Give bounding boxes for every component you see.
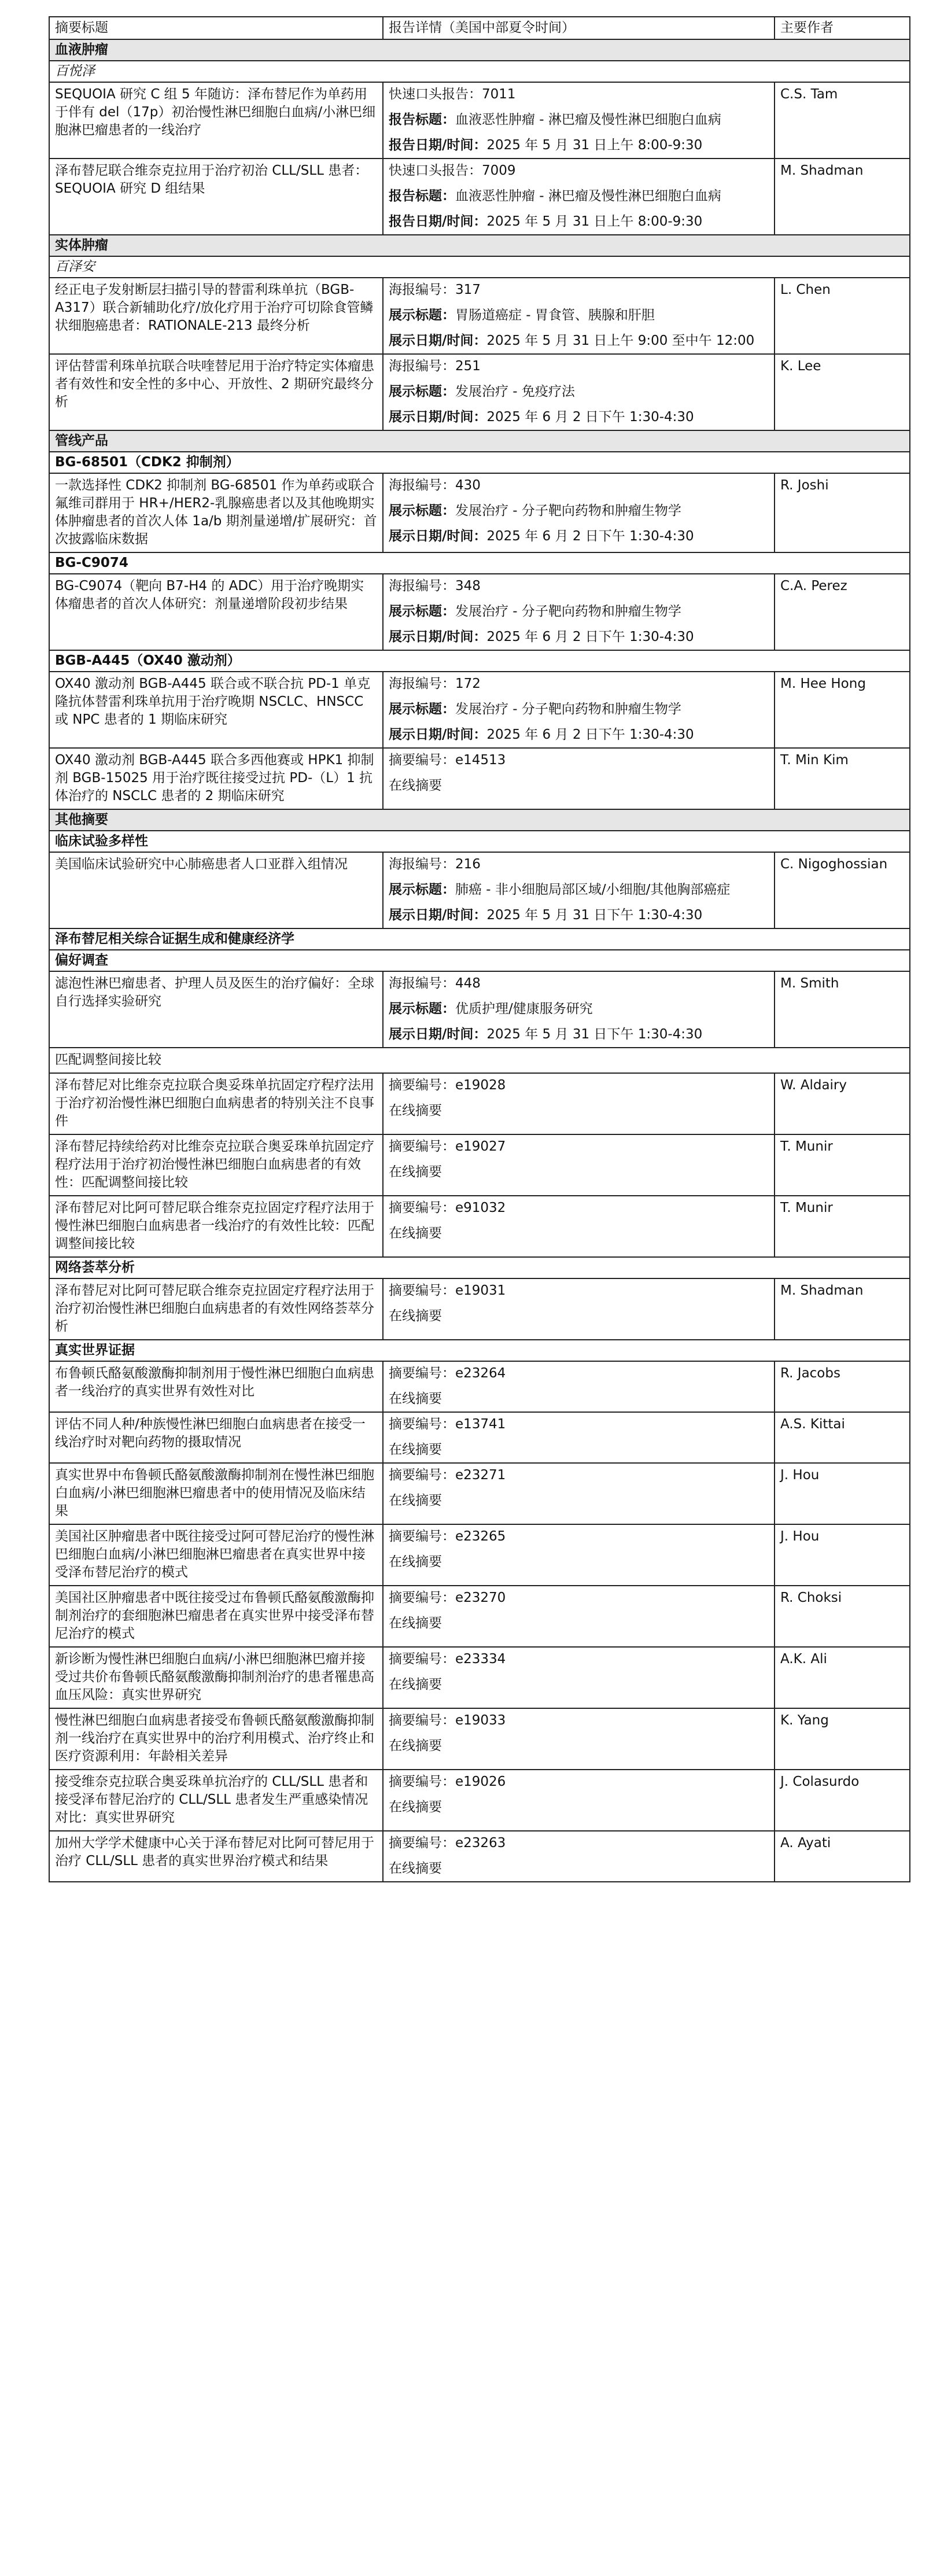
abstract-title: 一款选择性 CDK2 抑制剂 BG-68501 作为单药或联合氟维司群用于 HR+/HER2-乳腺癌患者以及其他晚期实体肿瘤患者的首次人体 1a/b 期剂量递增/扩展研究：首次披露临床数据 bbox=[49, 473, 383, 552]
detail-line bbox=[389, 1000, 769, 1018]
abstract-title: 美国社区肿瘤患者中既往接受过阿可替尼治疗的慢性淋巴细胞白血病/小淋巴细胞淋巴瘤患者在真实世界中接受泽布替尼治疗的模式 bbox=[49, 1524, 383, 1586]
detail-value: 发展治疗 - 分子靶向药物和肿瘤生物学 bbox=[455, 604, 681, 619]
detail-value: 胃肠道癌症 - 胃食管、胰腺和肝胆 bbox=[455, 308, 655, 323]
subsection-heading: 百悦泽 bbox=[49, 61, 910, 82]
section-header-row bbox=[49, 809, 910, 831]
lead-author: L. Chen bbox=[775, 278, 910, 354]
subsection-header-row bbox=[49, 552, 910, 574]
detail-value: 血液恶性肿瘤 - 淋巴瘤及慢性淋巴细胞白血病 bbox=[455, 112, 721, 127]
abstract-title: 美国社区肿瘤患者中既往接受过布鲁顿氏酪氨酸激酶抑制剂治疗的套细胞淋巴瘤患者在真实世界中接受泽布替尼治疗的模式 bbox=[49, 1586, 383, 1647]
subsection-header-row bbox=[49, 928, 910, 950]
detail-line bbox=[389, 1225, 769, 1243]
detail-line bbox=[389, 502, 769, 520]
detail-line bbox=[389, 1466, 769, 1484]
report-details bbox=[383, 354, 775, 430]
detail-line bbox=[389, 777, 769, 795]
report-details bbox=[383, 1708, 775, 1770]
detail-label: 报告标题： bbox=[389, 189, 455, 204]
detail-line bbox=[389, 528, 769, 546]
detail-line bbox=[389, 1307, 769, 1325]
lead-author: T. Munir bbox=[775, 1196, 910, 1257]
table-row bbox=[49, 971, 910, 1048]
section-heading: 血液肿瘤 bbox=[49, 39, 910, 61]
detail-value: 海报编号：251 bbox=[389, 359, 481, 374]
detail-value: 2025 年 5 月 31 日下午 1:30-4:30 bbox=[486, 908, 703, 923]
lead-author: C.A. Perez bbox=[775, 574, 910, 650]
abstract-title: 泽布替尼对比阿可替尼联合维奈克拉固定疗程疗法用于治疗初治慢性淋巴细胞白血病患者的有效性网络荟萃分析 bbox=[49, 1278, 383, 1340]
table-row bbox=[49, 672, 910, 748]
detail-value: 在线摘要 bbox=[389, 1677, 442, 1692]
table-row bbox=[49, 1831, 910, 1882]
detail-value: 肺癌 - 非小细胞局部区域/小细胞/其他胸部癌症 bbox=[455, 882, 731, 897]
detail-line bbox=[389, 383, 769, 401]
section-heading: 其他摘要 bbox=[49, 809, 910, 831]
detail-line bbox=[389, 603, 769, 621]
detail-line bbox=[389, 1860, 769, 1878]
detail-label: 展示标题： bbox=[389, 1001, 455, 1016]
subsection-heading: BG-68501（CDK2 抑制剂） bbox=[49, 452, 910, 473]
abstract-title: 慢性淋巴细胞白血病患者接受布鲁顿氏酪氨酸激酶抑制剂一线治疗在真实世界中的治疗利用模式、治疗终止和医疗资源利用：年龄相关差异 bbox=[49, 1708, 383, 1770]
subsection-heading: 真实世界证据 bbox=[49, 1340, 910, 1361]
detail-value: 摘要编号：e23271 bbox=[389, 1468, 506, 1483]
detail-line bbox=[389, 1441, 769, 1459]
detail-line bbox=[389, 137, 769, 154]
report-details bbox=[383, 1278, 775, 1340]
lead-author: A.K. Ali bbox=[775, 1647, 910, 1708]
abstract-title: 接受维奈克拉联合奥妥珠单抗治疗的 CLL/SLL 患者和接受泽布替尼治疗的 CLL/SLL 患者发生严重感染情况对比：真实世界研究 bbox=[49, 1770, 383, 1831]
table-row bbox=[49, 1708, 910, 1770]
report-details bbox=[383, 672, 775, 748]
abstract-title: 布鲁顿氏酪氨酸激酶抑制剂用于慢性淋巴细胞白血病患者一线治疗的真实世界有效性对比 bbox=[49, 1361, 383, 1412]
detail-line bbox=[389, 1650, 769, 1668]
report-details bbox=[383, 1770, 775, 1831]
table-row bbox=[49, 1361, 910, 1412]
detail-value: 在线摘要 bbox=[389, 1616, 442, 1631]
detail-value: 摘要编号：e19028 bbox=[389, 1078, 506, 1093]
subsection-header-row bbox=[49, 452, 910, 473]
subsection-heading: 泽布替尼相关综合证据生成和健康经济学 bbox=[49, 928, 910, 950]
abstract-title: 评估不同人种/种族慢性淋巴细胞白血病患者在接受一线治疗时对靶向药物的摄取情况 bbox=[49, 1412, 383, 1463]
detail-label: 展示标题： bbox=[389, 503, 455, 518]
detail-value: 2025 年 5 月 31 日下午 1:30-4:30 bbox=[486, 1027, 703, 1042]
detail-line bbox=[389, 358, 769, 375]
report-details bbox=[383, 159, 775, 235]
report-details bbox=[383, 1073, 775, 1134]
detail-value: 摘要编号：e91032 bbox=[389, 1200, 506, 1215]
abstract-title: OX40 激动剂 BGB-A445 联合或不联合抗 PD-1 单克隆抗体替雷利珠单抗用于治疗晚期 NSCLC、HNSCC 或 NPC 患者的 1 期临床研究 bbox=[49, 672, 383, 748]
table-row bbox=[49, 1770, 910, 1831]
detail-line bbox=[389, 1390, 769, 1408]
detail-line bbox=[389, 906, 769, 924]
detail-value: 快速口头报告：7011 bbox=[389, 87, 516, 102]
detail-value: 在线摘要 bbox=[389, 1554, 442, 1569]
detail-line bbox=[389, 1077, 769, 1094]
report-details bbox=[383, 82, 775, 159]
detail-value: 发展治疗 - 分子靶向药物和肿瘤生物学 bbox=[455, 702, 681, 717]
abstract-title: 真实世界中布鲁顿氏酪氨酸激酶抑制剂在慢性淋巴细胞白血病/小淋巴细胞淋巴瘤患者中的使用情况及临床结果 bbox=[49, 1463, 383, 1524]
lead-author: K. Lee bbox=[775, 354, 910, 430]
detail-value: 摘要编号：e19033 bbox=[389, 1713, 506, 1728]
detail-label: 报告日期/时间： bbox=[389, 138, 487, 153]
detail-line bbox=[389, 1416, 769, 1433]
detail-line bbox=[389, 1737, 769, 1755]
detail-line bbox=[389, 477, 769, 495]
detail-value: 海报编号：448 bbox=[389, 976, 481, 991]
detail-line bbox=[389, 675, 769, 693]
header-author: 主要作者 bbox=[775, 17, 910, 39]
detail-label: 展示标题： bbox=[389, 384, 455, 399]
lead-author: M. Hee Hong bbox=[775, 672, 910, 748]
subsection-heading: 偏好调查 bbox=[49, 950, 910, 971]
table-row bbox=[49, 1073, 910, 1134]
detail-line bbox=[389, 307, 769, 325]
section-heading: 实体肿瘤 bbox=[49, 235, 910, 256]
detail-value: 摘要编号：e23270 bbox=[389, 1590, 506, 1605]
table-row bbox=[49, 1524, 910, 1586]
detail-line bbox=[389, 1553, 769, 1571]
detail-value: 摘要编号：e19027 bbox=[389, 1139, 506, 1154]
detail-label: 展示标题： bbox=[389, 882, 455, 897]
detail-line bbox=[389, 1199, 769, 1217]
detail-value: 在线摘要 bbox=[389, 1493, 442, 1508]
table-body bbox=[49, 39, 910, 1882]
detail-value: 2025 年 6 月 2 日下午 1:30-4:30 bbox=[486, 629, 694, 644]
lead-author: M. Smith bbox=[775, 971, 910, 1048]
subsection-header-row bbox=[49, 61, 910, 82]
report-details bbox=[383, 1361, 775, 1412]
detail-value: 摘要编号：e23334 bbox=[389, 1652, 506, 1667]
table-row bbox=[49, 278, 910, 354]
detail-line bbox=[389, 1799, 769, 1816]
detail-value: 2025 年 6 月 2 日下午 1:30-4:30 bbox=[486, 410, 694, 425]
detail-line bbox=[389, 1615, 769, 1632]
detail-line bbox=[389, 1102, 769, 1120]
subsection-heading: 百泽安 bbox=[49, 256, 910, 278]
table-row bbox=[49, 1647, 910, 1708]
abstract-table bbox=[49, 16, 910, 1882]
abstract-title: 经正电子发射断层扫描引导的替雷利珠单抗（BGB-A317）联合新辅助化疗/放化疗用于治疗可切除食管鳞状细胞癌患者：RATIONALE-213 最终分析 bbox=[49, 278, 383, 354]
detail-line bbox=[389, 628, 769, 646]
detail-value: 摘要编号：e14513 bbox=[389, 753, 506, 768]
lead-author: C.S. Tam bbox=[775, 82, 910, 159]
report-details bbox=[383, 1586, 775, 1647]
report-details bbox=[383, 971, 775, 1048]
lead-author: R. Joshi bbox=[775, 473, 910, 552]
detail-label: 展示标题： bbox=[389, 604, 455, 619]
subsection-heading: 匹配调整间接比较 bbox=[49, 1048, 910, 1073]
subsection-header-row bbox=[49, 950, 910, 971]
detail-line bbox=[389, 1712, 769, 1730]
detail-line bbox=[389, 726, 769, 744]
detail-value: 在线摘要 bbox=[389, 1738, 442, 1753]
table-row bbox=[49, 1196, 910, 1257]
detail-value: 摘要编号：e19031 bbox=[389, 1283, 506, 1298]
detail-line bbox=[389, 856, 769, 874]
report-details bbox=[383, 1463, 775, 1524]
table-row bbox=[49, 473, 910, 552]
detail-value: 在线摘要 bbox=[389, 1861, 442, 1876]
subsection-header-row bbox=[49, 1257, 910, 1278]
detail-line bbox=[389, 187, 769, 205]
subsection-heading: 网络荟萃分析 bbox=[49, 1257, 910, 1278]
detail-value: 快速口头报告：7009 bbox=[389, 163, 516, 178]
detail-line bbox=[389, 1492, 769, 1510]
detail-line bbox=[389, 1138, 769, 1156]
detail-line bbox=[389, 1163, 769, 1181]
detail-value: 血液恶性肿瘤 - 淋巴瘤及慢性淋巴细胞白血病 bbox=[455, 189, 721, 204]
detail-line bbox=[389, 751, 769, 769]
subsection-heading: 临床试验多样性 bbox=[49, 831, 910, 852]
abstract-title: 泽布替尼对比阿可替尼联合维奈克拉固定疗程疗法用于慢性淋巴细胞白血病患者一线治疗的有效性比较：匹配调整间接比较 bbox=[49, 1196, 383, 1257]
detail-label: 展示日期/时间： bbox=[389, 1027, 487, 1042]
table-row bbox=[49, 852, 910, 928]
lead-author: A. Ayati bbox=[775, 1831, 910, 1882]
detail-line bbox=[389, 332, 769, 350]
table-row bbox=[49, 748, 910, 809]
report-details bbox=[383, 1412, 775, 1463]
detail-value: 2025 年 5 月 31 日上午 9:00 至中午 12:00 bbox=[486, 333, 755, 348]
table-row bbox=[49, 574, 910, 650]
report-details bbox=[383, 1196, 775, 1257]
detail-value: 海报编号：317 bbox=[389, 282, 481, 297]
section-header-row bbox=[49, 430, 910, 452]
detail-line bbox=[389, 1282, 769, 1300]
lead-author: M. Shadman bbox=[775, 159, 910, 235]
subsection-heading: BG-C9074 bbox=[49, 552, 910, 574]
detail-value: 摘要编号：e13741 bbox=[389, 1417, 506, 1432]
report-details bbox=[383, 574, 775, 650]
table-row bbox=[49, 82, 910, 159]
detail-line bbox=[389, 975, 769, 993]
detail-value: 2025 年 5 月 31 日上午 8:00-9:30 bbox=[486, 138, 703, 153]
detail-line bbox=[389, 111, 769, 129]
detail-value: 海报编号：348 bbox=[389, 578, 481, 594]
detail-line bbox=[389, 881, 769, 899]
abstract-title: 评估替雷利珠单抗联合呋喹替尼用于治疗特定实体瘤患者有效性和安全性的多中心、开放性、2 期研究最终分析 bbox=[49, 354, 383, 430]
detail-value: 在线摘要 bbox=[389, 1391, 442, 1406]
lead-author: M. Shadman bbox=[775, 1278, 910, 1340]
detail-value: 在线摘要 bbox=[389, 1309, 442, 1324]
subsection-header-row bbox=[49, 256, 910, 278]
detail-line bbox=[389, 577, 769, 595]
report-details bbox=[383, 1831, 775, 1882]
detail-value: 2025 年 5 月 31 日上午 8:00-9:30 bbox=[486, 214, 703, 229]
abstract-title: 泽布替尼对比维奈克拉联合奥妥珠单抗固定疗程疗法用于治疗初治慢性淋巴细胞白血病患者的特别关注不良事件 bbox=[49, 1073, 383, 1134]
detail-line bbox=[389, 1589, 769, 1607]
table-row bbox=[49, 159, 910, 235]
table-header-row bbox=[49, 17, 910, 39]
report-details bbox=[383, 748, 775, 809]
lead-author: J. Hou bbox=[775, 1524, 910, 1586]
detail-label: 展示日期/时间： bbox=[389, 629, 487, 644]
detail-value: 在线摘要 bbox=[389, 1442, 442, 1457]
detail-value: 海报编号：216 bbox=[389, 857, 481, 872]
detail-line bbox=[389, 213, 769, 231]
section-heading: 管线产品 bbox=[49, 430, 910, 452]
report-details bbox=[383, 473, 775, 552]
detail-line bbox=[389, 1365, 769, 1383]
table-row bbox=[49, 354, 910, 430]
lead-author: K. Yang bbox=[775, 1708, 910, 1770]
lead-author: C. Nigoghossian bbox=[775, 852, 910, 928]
detail-value: 在线摘要 bbox=[389, 1164, 442, 1180]
lead-author: W. Aldairy bbox=[775, 1073, 910, 1134]
detail-value: 海报编号：172 bbox=[389, 676, 481, 691]
header-title: 摘要标题 bbox=[49, 17, 383, 39]
detail-value: 在线摘要 bbox=[389, 1800, 442, 1815]
abstract-title: 滤泡性淋巴瘤患者、护理人员及医生的治疗偏好：全球自行选择实验研究 bbox=[49, 971, 383, 1048]
report-details bbox=[383, 852, 775, 928]
detail-value: 摘要编号：e23265 bbox=[389, 1529, 506, 1544]
detail-value: 在线摘要 bbox=[389, 1103, 442, 1118]
table-row bbox=[49, 1463, 910, 1524]
subsection-header-row bbox=[49, 1340, 910, 1361]
detail-value: 在线摘要 bbox=[389, 778, 442, 793]
detail-label: 展示日期/时间： bbox=[389, 908, 487, 923]
abstract-title: 泽布替尼联合维奈克拉用于治疗初治 CLL/SLL 患者：SEQUOIA 研究 D 组结果 bbox=[49, 159, 383, 235]
lead-author: J. Hou bbox=[775, 1463, 910, 1524]
abstract-title: SEQUOIA 研究 C 组 5 年随访：泽布替尼作为单药用于伴有 del（17p）初治慢性淋巴细胞白血病/小淋巴细胞淋巴瘤患者的一线治疗 bbox=[49, 82, 383, 159]
detail-value: 摘要编号：e23263 bbox=[389, 1836, 506, 1851]
lead-author: T. Munir bbox=[775, 1134, 910, 1196]
table-row bbox=[49, 1134, 910, 1196]
detail-value: 发展治疗 - 分子靶向药物和肿瘤生物学 bbox=[455, 503, 681, 518]
detail-label: 展示日期/时间： bbox=[389, 333, 487, 348]
detail-value: 在线摘要 bbox=[389, 1226, 442, 1241]
detail-label: 展示标题： bbox=[389, 308, 455, 323]
detail-line bbox=[389, 408, 769, 426]
report-details bbox=[383, 1524, 775, 1586]
report-details bbox=[383, 1134, 775, 1196]
detail-label: 报告日期/时间： bbox=[389, 214, 487, 229]
detail-line bbox=[389, 1834, 769, 1852]
detail-line bbox=[389, 162, 769, 180]
detail-value: 摘要编号：e19026 bbox=[389, 1774, 506, 1789]
abstract-title: 泽布替尼持续给药对比维奈克拉联合奥妥珠单抗固定疗程疗法用于治疗初治慢性淋巴细胞白血病患者的有效性：匹配调整间接比较 bbox=[49, 1134, 383, 1196]
detail-value: 摘要编号：e23264 bbox=[389, 1366, 506, 1381]
abstract-title: 美国临床试验研究中心肺癌患者人口亚群入组情况 bbox=[49, 852, 383, 928]
detail-label: 展示日期/时间： bbox=[389, 529, 487, 544]
detail-value: 优质护理/健康服务研究 bbox=[455, 1001, 593, 1016]
table-row bbox=[49, 1278, 910, 1340]
lead-author: J. Colasurdo bbox=[775, 1770, 910, 1831]
section-header-row bbox=[49, 235, 910, 256]
detail-line bbox=[389, 1026, 769, 1044]
abstract-title: 加州大学学术健康中心关于泽布替尼对比阿可替尼用于治疗 CLL/SLL 患者的真实世界治疗模式和结果 bbox=[49, 1831, 383, 1882]
detail-line bbox=[389, 1676, 769, 1694]
detail-line bbox=[389, 1528, 769, 1546]
header-details: 报告详情（美国中部夏令时间） bbox=[383, 17, 775, 39]
detail-line bbox=[389, 1773, 769, 1791]
subsection-heading: BGB-A445（OX40 激动剂） bbox=[49, 650, 910, 672]
subsection-header-row bbox=[49, 1048, 910, 1073]
table-row bbox=[49, 1412, 910, 1463]
subsection-header-row bbox=[49, 650, 910, 672]
detail-line bbox=[389, 701, 769, 718]
detail-label: 展示标题： bbox=[389, 702, 455, 717]
subsection-header-row bbox=[49, 831, 910, 852]
detail-label: 报告标题： bbox=[389, 112, 455, 127]
detail-line bbox=[389, 86, 769, 104]
lead-author: T. Min Kim bbox=[775, 748, 910, 809]
detail-value: 发展治疗 - 免疫疗法 bbox=[455, 384, 575, 399]
abstract-title: BG-C9074（靶向 B7-H4 的 ADC）用于治疗晚期实体瘤患者的首次人体研究：剂量递增阶段初步结果 bbox=[49, 574, 383, 650]
abstract-title: OX40 激动剂 BGB-A445 联合多西他赛或 HPK1 抑制剂 BGB-15025 用于治疗既往接受过抗 PD-（L）1 抗体治疗的 NSCLC 患者的 2 期临床研究 bbox=[49, 748, 383, 809]
detail-label: 展示日期/时间： bbox=[389, 410, 487, 425]
detail-line bbox=[389, 281, 769, 299]
detail-label: 展示日期/时间： bbox=[389, 727, 487, 742]
detail-value: 2025 年 6 月 2 日下午 1:30-4:30 bbox=[486, 529, 694, 544]
lead-author: A.S. Kittai bbox=[775, 1412, 910, 1463]
section-header-row bbox=[49, 39, 910, 61]
lead-author: R. Jacobs bbox=[775, 1361, 910, 1412]
report-details bbox=[383, 278, 775, 354]
lead-author: R. Choksi bbox=[775, 1586, 910, 1647]
abstract-title: 新诊断为慢性淋巴细胞白血病/小淋巴细胞淋巴瘤并接受过共价布鲁顿氏酪氨酸激酶抑制剂治疗的患者罹患高血压风险：真实世界研究 bbox=[49, 1647, 383, 1708]
report-details bbox=[383, 1647, 775, 1708]
detail-value: 海报编号：430 bbox=[389, 478, 481, 493]
detail-value: 2025 年 6 月 2 日下午 1:30-4:30 bbox=[486, 727, 694, 742]
table-row bbox=[49, 1586, 910, 1647]
